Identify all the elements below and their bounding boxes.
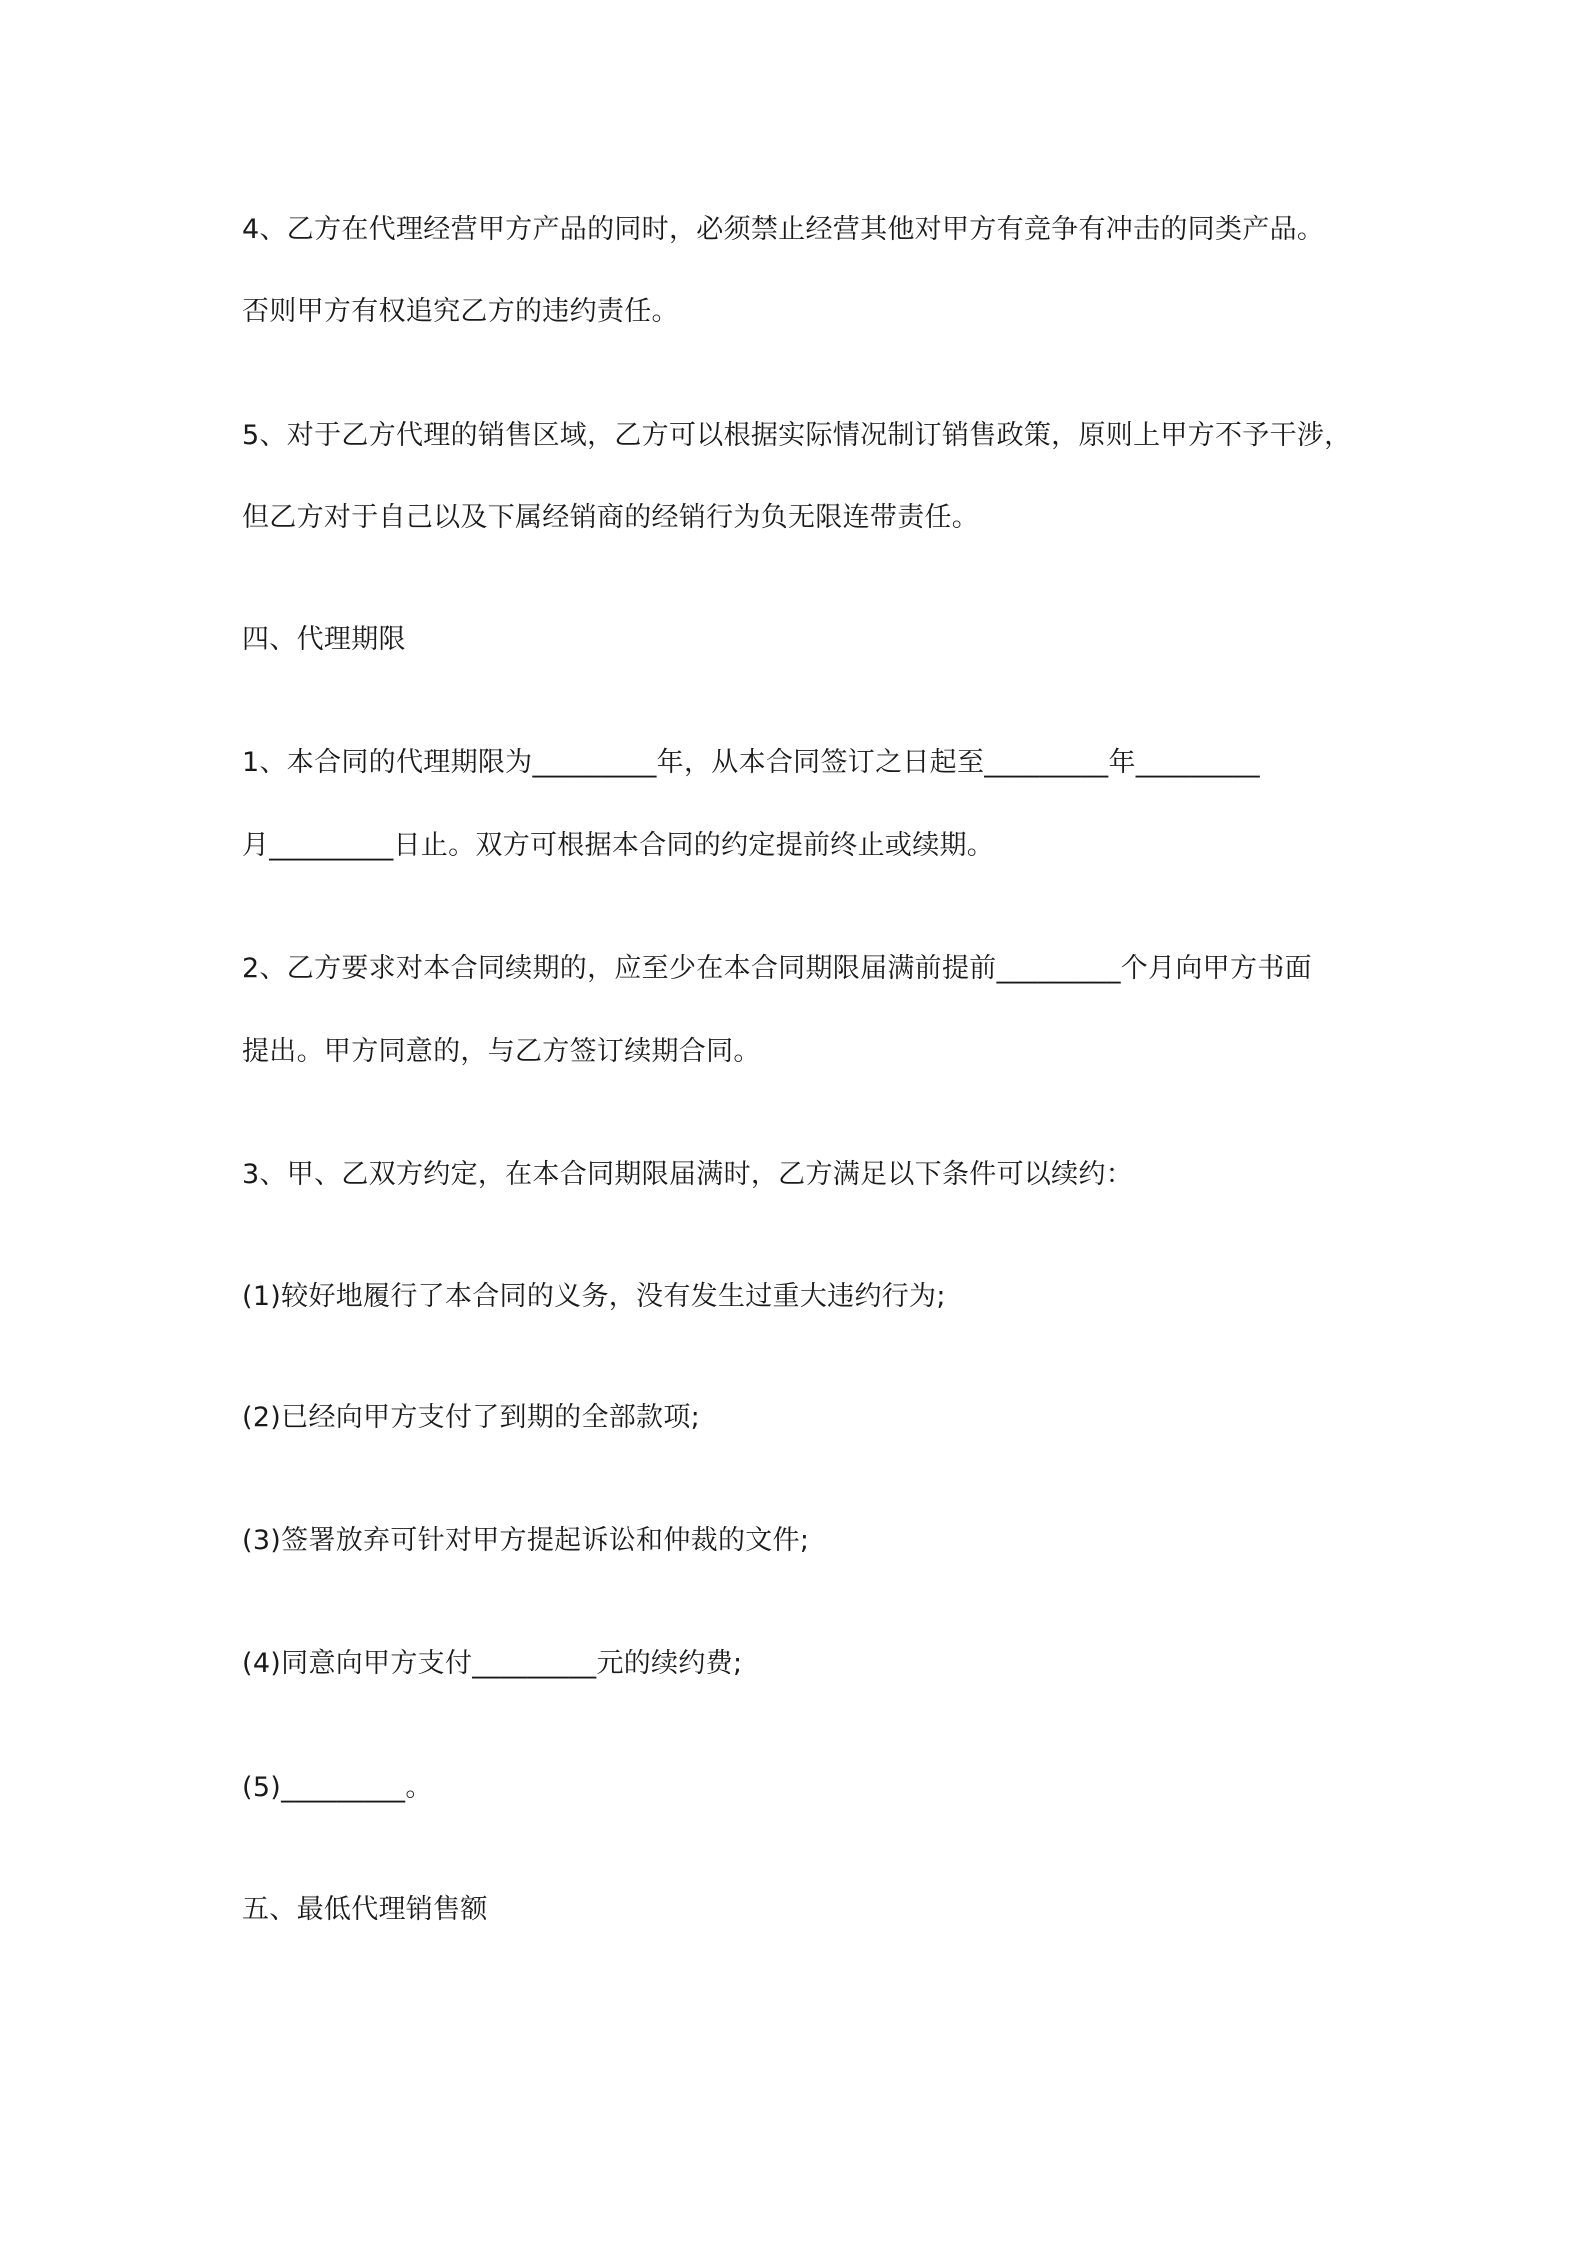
condition-5: (5)_________。 [242,1772,433,1803]
clause-5-line-2: 但乙方对于自己以及下属经销商的经销行为负无限连带责任。 [242,502,980,533]
term-clause-2-line-1: 2、乙方要求对本合同续期的，应至少在本合同期限届满前提前_________个月向甲方书面 [242,953,1312,984]
term-clause-1-line-1: 1、本合同的代理期限为_________年，从本合同签订之日起至_________年_________ [242,747,1260,778]
clause-5-line-1: 5、对于乙方代理的销售区域，乙方可以根据实际情况制订销售政策，原则上甲方不予干涉， [242,420,1352,451]
section-5-heading: 五、最低代理销售额 [242,1894,488,1925]
clause-4-line-2: 否则甲方有权追究乙方的违约责任。 [242,296,679,327]
term-clause-2-line-2: 提出。甲方同意的，与乙方签订续期合同。 [242,1036,761,1067]
condition-3: (3)签署放弃可针对甲方提起诉讼和仲裁的文件; [242,1525,810,1556]
condition-1: (1)较好地履行了本合同的义务，没有发生过重大违约行为; [242,1281,946,1312]
clause-4-line-1: 4、乙方在代理经营甲方产品的同时，必须禁止经营其他对甲方有竞争有冲击的同类产品。 [242,214,1325,245]
condition-4: (4)同意向甲方支付_________元的续约费; [242,1648,743,1679]
section-4-heading: 四、代理期限 [242,624,406,655]
condition-2: (2)已经向甲方支付了到期的全部款项; [242,1402,701,1433]
term-clause-1-line-2: 月_________日止。双方可根据本合同的约定提前终止或续期。 [242,830,995,861]
term-clause-3: 3、甲、乙双方约定，在本合同期限届满时，乙方满足以下条件可以续约： [242,1159,1134,1190]
